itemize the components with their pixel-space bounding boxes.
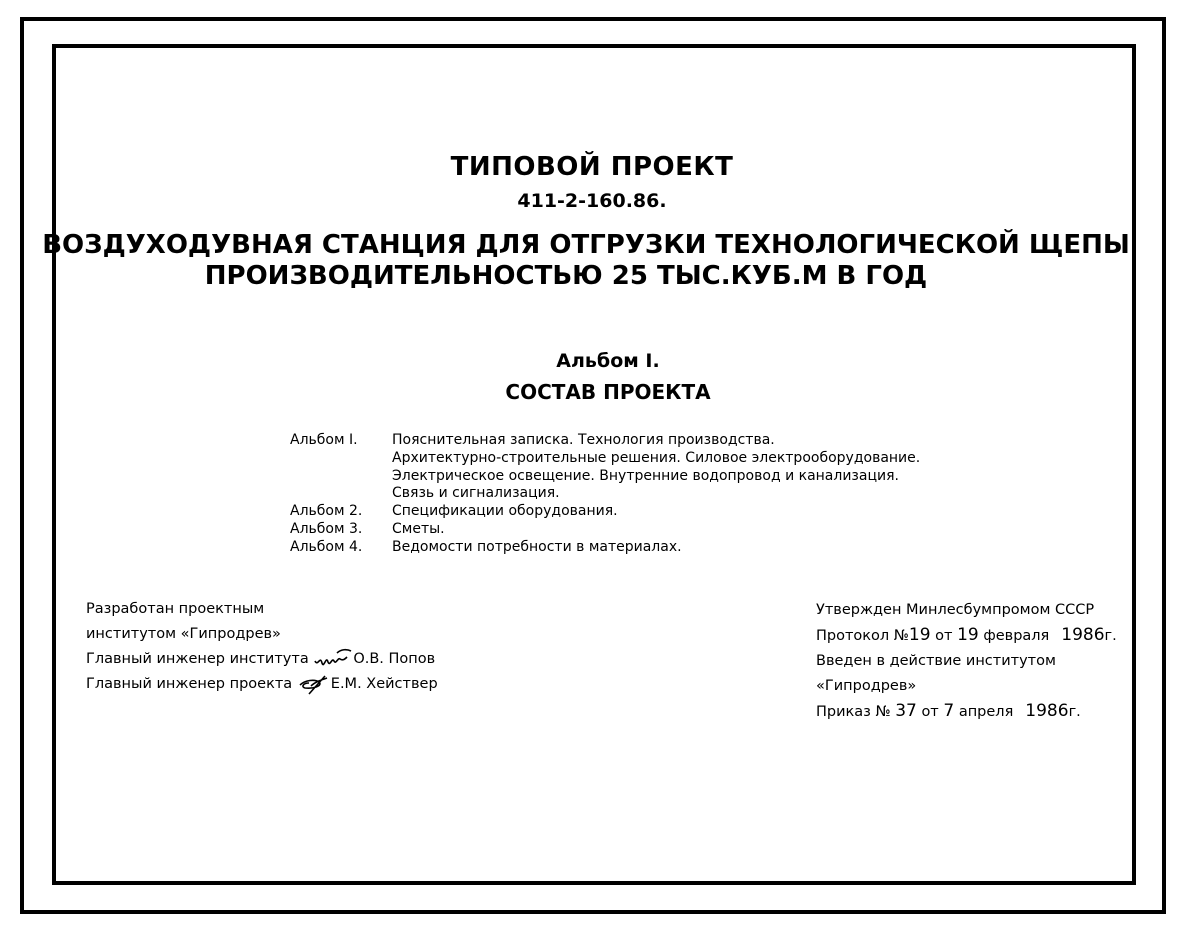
- album-description: Спецификации оборудования.: [392, 503, 618, 520]
- developer-line1: Разработан проектным: [86, 601, 265, 617]
- protocol-line: [816, 623, 1117, 649]
- album-description: Пояснительная записка. Технология производства.: [392, 432, 775, 448]
- contents-row: [290, 468, 920, 486]
- album-label: Альбом I.: [290, 432, 358, 448]
- order-from: от: [921, 704, 939, 720]
- order-suffix: г.: [1068, 704, 1081, 720]
- protocol-year: 1986: [1061, 625, 1105, 645]
- order-prefix: Приказ №: [816, 704, 891, 720]
- contents-row: [290, 503, 920, 521]
- protocol-from: от: [935, 628, 953, 644]
- order-line: [816, 699, 1117, 725]
- approval-block: [816, 598, 1117, 725]
- approval-line3: Введен в действие институтом: [816, 653, 1056, 669]
- album-description: Сметы.: [392, 520, 445, 537]
- order-number: 37: [895, 701, 917, 721]
- chief-engineer-project-name: Е.М. Хействер: [330, 676, 438, 692]
- chief-engineer-institute-label: Главный инженер института: [86, 651, 309, 667]
- developer-block: [86, 597, 438, 697]
- document-title-line2: ПРОИЗВОДИТЕЛЬНОСТЬЮ 25 ТЫС.КУБ.М В ГОД: [204, 261, 928, 291]
- order-year: 1986: [1025, 701, 1069, 721]
- composition-heading: СОСТАВ ПРОЕКТА: [505, 380, 711, 404]
- protocol-day: 19: [957, 625, 979, 645]
- contents-row: [290, 521, 920, 539]
- chief-engineer-project-line: [86, 672, 438, 697]
- approval-line1: Утвержден Минлесбумпромом СССР: [816, 602, 1095, 618]
- album-label: Альбом 4.: [290, 538, 363, 555]
- album-description: Связь и сигнализация.: [392, 485, 560, 502]
- protocol-suffix: г.: [1104, 628, 1117, 644]
- protocol-month: февраля: [983, 628, 1050, 644]
- album-description: Ведомости потребности в материалах.: [392, 538, 682, 555]
- protocol-number: 19: [908, 625, 931, 645]
- album-label: [290, 450, 392, 468]
- document-type: ТИПОВОЙ ПРОЕКТ: [450, 152, 734, 182]
- contents-row: [290, 485, 920, 503]
- chief-engineer-institute-line: [86, 647, 438, 672]
- protocol-prefix: Протокол №: [816, 628, 909, 644]
- approval-line4: «Гипродрев»: [816, 678, 917, 694]
- order-day: 7: [943, 701, 955, 721]
- order-month: апреля: [958, 704, 1014, 720]
- album-description: Архитектурно-строительные решения. Силовое электрооборудование.: [392, 449, 921, 466]
- document-title-line1: ВОЗДУХОДУВНАЯ СТАНЦИЯ ДЛЯ ОТГРУЗКИ ТЕХНОЛОГИЧЕСКОЙ ЩЕПЫ: [42, 230, 1130, 260]
- album-label: [290, 485, 392, 503]
- album-description: Электрическое освещение. Внутренние водопровод и канализация.: [392, 467, 899, 484]
- chief-engineer-project-label: Главный инженер проекта: [86, 676, 293, 692]
- contents-row: [290, 539, 920, 557]
- album-label: Альбом 2.: [290, 503, 363, 520]
- contents-row: [290, 450, 920, 468]
- album-label: Альбом 3.: [290, 520, 363, 537]
- album-heading: Альбом I.: [556, 350, 660, 372]
- chief-engineer-institute-name: О.В. Попов: [353, 651, 436, 667]
- contents-row: [290, 432, 920, 450]
- project-contents-list: [290, 432, 920, 557]
- document-number: 411-2-160.86.: [517, 190, 667, 212]
- album-label: [290, 468, 392, 486]
- signature-heystver: [297, 672, 331, 696]
- developer-line2: институтом «Гипродрев»: [86, 626, 281, 642]
- signature-popov: [313, 647, 353, 671]
